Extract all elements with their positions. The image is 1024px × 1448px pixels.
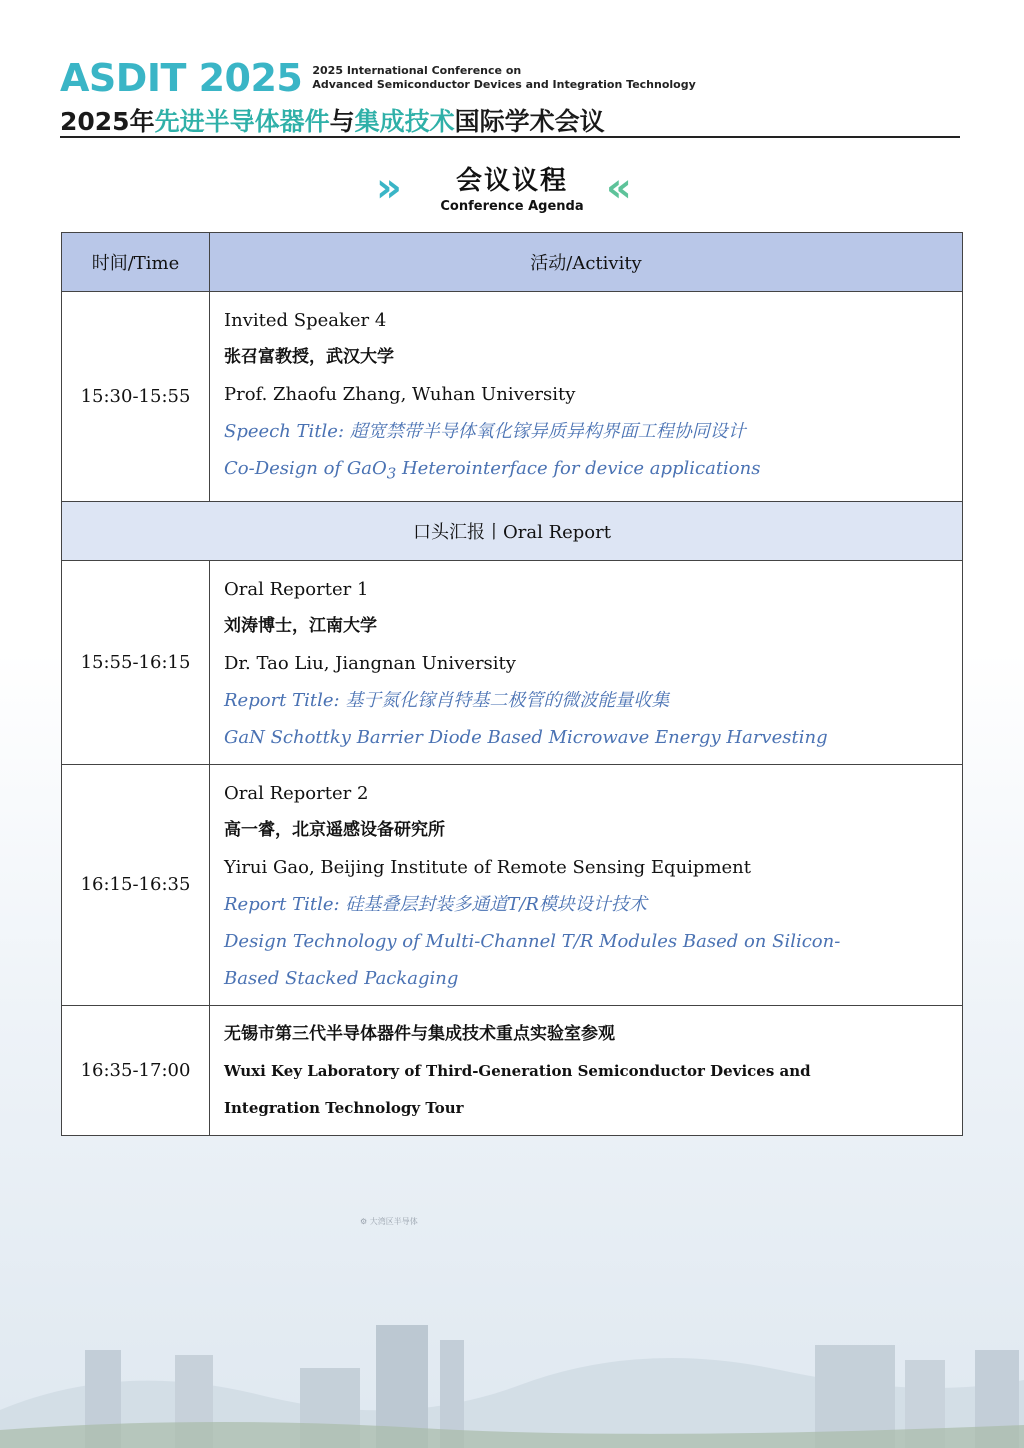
report-title-en-line-2: Based Stacked Packaging — [224, 967, 459, 989]
cn-title-part-4: 集成技术 — [354, 107, 455, 136]
activity-cell — [210, 1005, 963, 1135]
speech-title-en — [224, 450, 948, 493]
speaker-name-en: Dr. Tao Liu, Jiangnan University — [224, 652, 516, 674]
oral-report-section: 口头汇报丨Oral Report — [62, 501, 963, 560]
report-title-cn: Report Title: 基于氮化镓肖特基二极管的微波能量收集 — [224, 689, 670, 711]
agenda-table — [61, 232, 963, 1136]
agenda-title — [0, 160, 1024, 214]
cn-title-part-3: 与 — [329, 107, 355, 136]
report-title-en-line-1: Design Technology of Multi-Channel T/R Modules Based on Silicon- — [224, 930, 841, 952]
tour-name-en-line-1: Wuxi Key Laboratory of Third-Generation Semiconductor Devices and — [224, 1061, 811, 1080]
activity-column-header: 活动/Activity — [210, 233, 963, 292]
logo-row — [60, 58, 960, 98]
time-cell: 15:30-15:55 — [62, 292, 210, 502]
header-divider — [60, 136, 960, 138]
activity-cell — [210, 560, 963, 764]
conference-header — [60, 58, 960, 138]
tour-name-en-line-2: Integration Technology Tour — [224, 1098, 464, 1117]
table-row — [62, 560, 963, 764]
activity-cell — [210, 292, 963, 502]
subtitle-line-2: Advanced Semiconductor Devices and Integration Technology — [312, 78, 696, 91]
watermark-text: 大湾区半导体 — [369, 1217, 418, 1226]
speaker-name-cn: 刘涛博士，江南大学 — [224, 615, 377, 636]
table-header-row — [62, 233, 963, 292]
asdit-logo: ASDIT 2025 — [60, 56, 303, 100]
watermark-logo-icon: ⚙ — [360, 1217, 368, 1226]
table-row — [62, 292, 963, 502]
speaker-role: Oral Reporter 1 — [224, 578, 369, 600]
speech-title-en-b: Heterointerface for device applications — [396, 458, 761, 479]
conference-subtitle — [312, 64, 695, 92]
speaker-role: Oral Reporter 2 — [224, 782, 369, 804]
time-cell: 15:55-16:15 — [62, 560, 210, 764]
section-row — [62, 501, 963, 560]
agenda-title-cn: 会议议程 — [455, 166, 568, 196]
speaker-name-en: Yirui Gao, Beijing Institute of Remote Sensing Equipment — [224, 856, 751, 878]
time-cell: 16:35-17:00 — [62, 1005, 210, 1135]
speech-title-en-subscript: 3 — [386, 464, 397, 483]
time-cell: 16:15-16:35 — [62, 764, 210, 1005]
subtitle-line-1: 2025 International Conference on — [312, 64, 522, 77]
chevron-right-icon: » — [376, 165, 402, 211]
table-row — [62, 1005, 963, 1135]
cn-title-part-1: 2025年 — [60, 107, 155, 136]
activity-cell — [210, 764, 963, 1005]
chevron-left-icon: « — [606, 165, 632, 211]
report-title-cn: Report Title: 硅基叠层封装多通道T/R模块设计技术 — [224, 893, 647, 915]
table-row — [62, 764, 963, 1005]
speech-title-en-a: Co-Design of GaO — [224, 458, 387, 479]
watermark-logo — [360, 1216, 418, 1227]
speaker-role: Invited Speaker 4 — [224, 310, 387, 331]
speaker-name-en: Prof. Zhaofu Zhang, Wuhan University — [224, 384, 576, 405]
agenda-title-en: Conference Agenda — [440, 199, 584, 214]
report-title-en: GaN Schottky Barrier Diode Based Microwave Energy Harvesting — [224, 726, 828, 748]
city-skyline-illustration — [0, 1300, 1024, 1448]
chinese-conference-title — [60, 102, 960, 138]
speaker-name-cn: 高一睿，北京遥感设备研究所 — [224, 819, 445, 840]
cn-title-part-5: 国际学术会议 — [454, 107, 605, 136]
time-column-header: 时间/Time — [62, 233, 210, 292]
cn-title-part-2: 先进半导体器件 — [154, 107, 330, 136]
tour-name-cn: 无锡市第三代半导体器件与集成技术重点实验室参观 — [224, 1023, 615, 1044]
speech-title-cn: Speech Title: 超宽禁带半导体氧化镓异质异构界面工程协同设计 — [224, 421, 746, 442]
speaker-name-cn: 张召富教授，武汉大学 — [224, 347, 394, 367]
